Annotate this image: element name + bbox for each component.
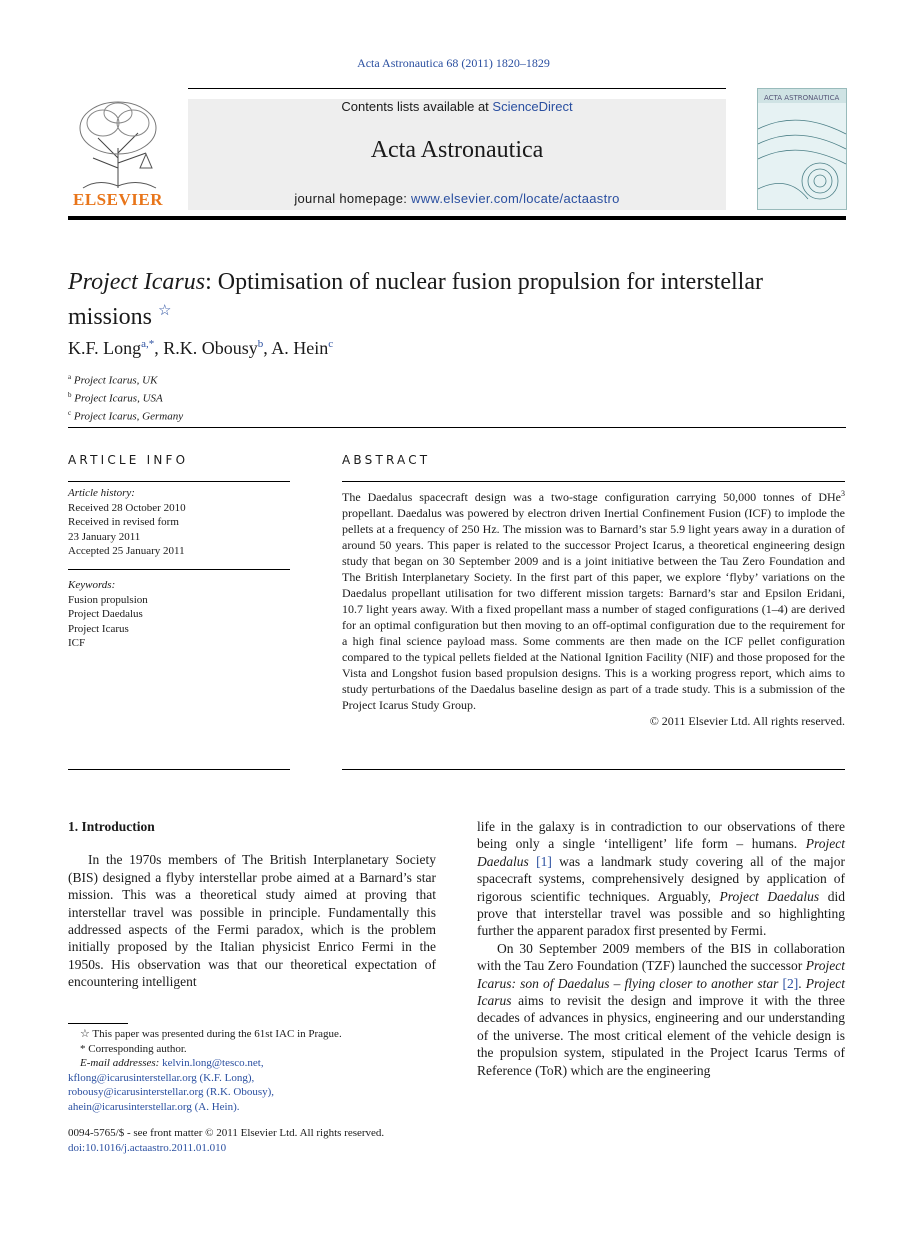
article-history bbox=[68, 486, 186, 559]
text-run: . bbox=[798, 975, 806, 991]
journal-name: Acta Astronautica bbox=[370, 137, 544, 163]
text-run: On 30 September 2009 members of the BIS in collaboration with the Tau Zero Foundation (TZF) launched the successor bbox=[477, 940, 845, 974]
email-line bbox=[68, 1056, 436, 1071]
email-link[interactable]: kelvin.long@tesco.net, bbox=[162, 1057, 264, 1069]
author-sep: , bbox=[263, 338, 272, 358]
copyright: © 2011 Elsevier Ltd. All rights reserved. bbox=[649, 714, 845, 728]
affiliation-sup: a bbox=[68, 373, 72, 381]
text-italic: Project Icarus bbox=[477, 975, 846, 1009]
abstract-part: The Daedalus spacecraft design was a two-stage configuration carrying 50,000 tonnes of DHe bbox=[342, 490, 841, 504]
text-italic: Project Daedalus bbox=[477, 836, 845, 869]
history-item: Received in revised form bbox=[68, 516, 179, 528]
title-rest: : Optimisation of nuclear fusion propulsion for interstellar missions bbox=[68, 269, 763, 330]
author-name: R.K. Obousy bbox=[163, 338, 258, 358]
text-run: aims to revisit the design and improve it with the three decades of advances in physics, engineering and our understanding of the universe. The most critical element of the vehicle design is the propulsion system, stipulated in the Project Icarus Terms of Reference (ToR) which are the engineering bbox=[477, 993, 845, 1078]
keyword: Fusion propulsion bbox=[68, 593, 148, 606]
keyword: Project Daedalus bbox=[68, 608, 143, 620]
text-run: did prove that interstellar travel was possible and so highlighting further the apparent paradox first presented by Fermi. bbox=[477, 888, 845, 939]
elsevier-wordmark: ELSEVIER bbox=[73, 190, 163, 209]
contents-line bbox=[188, 99, 726, 114]
issn-line: 0094-5765/$ - see front matter © 2011 Elsevier Ltd. All rights reserved. bbox=[68, 1127, 385, 1139]
title-italic: Project Icarus bbox=[68, 269, 206, 295]
section-heading: 1. Introduction bbox=[68, 819, 155, 834]
homepage-line bbox=[188, 191, 726, 206]
email-label: E-mail addresses: bbox=[80, 1057, 163, 1069]
cover-art-icon bbox=[758, 89, 846, 209]
affiliation-sup: c bbox=[68, 409, 72, 418]
email-link[interactable]: robousy@icarusinterstellar.org (R.K. Obousy), bbox=[68, 1086, 275, 1098]
body-paragraph bbox=[477, 940, 845, 1079]
title-rule bbox=[68, 427, 846, 428]
journal-reference[interactable]: Acta Astronautica 68 (2011) 1820–1829 bbox=[357, 56, 550, 70]
info-rule bbox=[68, 569, 290, 570]
history-label: Article history: bbox=[68, 487, 135, 499]
author-sup[interactable]: a,* bbox=[141, 338, 155, 350]
affiliation-sup: b bbox=[68, 391, 72, 400]
history-item: Received 28 October 2010 bbox=[68, 501, 186, 514]
abstract-rule bbox=[342, 481, 845, 482]
text-run: life in the galaxy is in contradiction to our observations of there being only a single ‘intelligent’ life form – humans. bbox=[477, 819, 845, 852]
keywords bbox=[68, 578, 148, 651]
affiliation bbox=[68, 406, 183, 424]
text-run: was a landmark study covering all of the major spacecraft systems, comprehensively designed by application of rigorous scientific techniques. Arguably, bbox=[477, 853, 845, 904]
author-sep: , bbox=[154, 338, 164, 358]
article-identifiers bbox=[68, 1126, 384, 1155]
abstract-sup: 3 bbox=[841, 489, 845, 498]
header-thick-rule bbox=[68, 216, 846, 220]
journal-cover-image bbox=[757, 88, 847, 210]
keyword: ICF bbox=[68, 637, 86, 649]
keyword: Project Icarus bbox=[68, 622, 129, 635]
journal-header-box bbox=[188, 99, 726, 210]
body-paragraph bbox=[477, 818, 845, 940]
article-info-label: ARTICLE INFO bbox=[68, 453, 189, 467]
header-top-rule bbox=[188, 88, 726, 89]
footnote-rule bbox=[68, 1023, 128, 1024]
author-sup[interactable]: c bbox=[328, 338, 334, 350]
elsevier-logo bbox=[68, 98, 168, 210]
email-link[interactable]: kflong@icarusinterstellar.org (K.F. Long), bbox=[68, 1071, 255, 1084]
contents-prefix: Contents lists available at bbox=[341, 99, 493, 114]
cover-title: ACTA ASTRONAUTICA bbox=[764, 94, 840, 102]
affiliation-text: Project Icarus, USA bbox=[74, 392, 163, 405]
abstract-rule bbox=[342, 769, 845, 770]
affiliation-text: Project Icarus, UK bbox=[73, 374, 158, 387]
sciencedirect-link[interactable]: ScienceDirect bbox=[492, 99, 573, 114]
info-rule bbox=[68, 769, 290, 770]
elsevier-tree-icon bbox=[68, 98, 168, 190]
citation-link[interactable]: [1] bbox=[536, 853, 552, 869]
author-name: A. Hein bbox=[271, 338, 329, 358]
text-italic: Project Icarus: son of Daedalus – flying closer to another star bbox=[477, 958, 845, 991]
info-rule bbox=[68, 481, 290, 482]
footnote: * Corresponding author. bbox=[80, 1042, 187, 1055]
author-name: K.F. Long bbox=[68, 338, 142, 358]
affiliation bbox=[68, 388, 183, 406]
title-footnote-star-icon[interactable]: ☆ bbox=[158, 303, 172, 319]
affiliation-text: Project Icarus, Germany bbox=[73, 410, 184, 423]
article-title bbox=[68, 268, 788, 332]
keywords-label: Keywords: bbox=[68, 579, 116, 591]
abstract-part: propellant. Daedalus was powered by electron driven Inertial Confinement Fusion (ICF) to implode the pellets at a frequency of 250 Hz. The mission was to Barnard’s star 5.9 light years away in a duration of around 50 years. This paper is related to the successor Project Icarus, a theoretical engineering design study that began on 30 September 2009 and is a joint initiative between the Tau Zero Foundation and The British Interplanetary Society. In the first part of this paper, we explore ‘flyby’ variations on the Daedalus propellant utilisation for two different mission targets: Barnard’s star and Epsilon Eridani, 10.7 light years away. With a fixed propellant mass a number of staged configurations (1–4) are derived for an optimal configuration but then moving to an off-optimal configuration due to the requirement for a high final science payload mass. Some comments are then made on the ICF pellet configuration compared to the typical pellets fielded at the National Ignition Facility (NIF) and those proposed for the Vista and Longshot fusion based propulsion designs. This is a working progress report, which aims to study perturbations of the Daedalus baseline design as part of a trade study. This is a submission of the Project Icarus Study Group. bbox=[342, 506, 845, 712]
body-column-left bbox=[68, 818, 436, 991]
citation-link[interactable]: [2] bbox=[782, 975, 799, 991]
abstract-text bbox=[342, 486, 845, 729]
history-item: Accepted 25 January 2011 bbox=[68, 545, 185, 557]
text-italic: Project Daedalus bbox=[719, 888, 820, 904]
body-column-right bbox=[477, 818, 845, 1079]
body-paragraph: In the 1970s members of The British Interplanetary Society (BIS) designed a flyby interstellar probe aimed at a Barnard’s star mission. This was a theoretical study aimed at proving that interstellar travel was possible in principle. Fundamentally this addressed aspects of the Fermi paradox, which is the problem initially proposed by the Italian physicist Enrico Fermi in the 1950s. His observation was that our theoretical expectation of encountering intelligent bbox=[68, 852, 436, 990]
author-list bbox=[68, 338, 333, 359]
email-link[interactable]: ahein@icarusinterstellar.org (A. Hein). bbox=[68, 1100, 240, 1113]
doi-link[interactable]: doi:10.1016/j.actaastro.2011.01.010 bbox=[68, 1141, 227, 1154]
footnotes bbox=[68, 1027, 436, 1114]
footnote: ☆ This paper was presented during the 61st IAC in Prague. bbox=[80, 1028, 342, 1040]
abstract-label: ABSTRACT bbox=[342, 453, 431, 467]
author-sup[interactable]: b bbox=[257, 338, 264, 350]
affiliations bbox=[68, 370, 183, 424]
homepage-prefix: journal homepage: bbox=[294, 191, 412, 206]
affiliation bbox=[68, 370, 183, 388]
history-item: 23 January 2011 bbox=[68, 530, 141, 543]
homepage-link[interactable]: www.elsevier.com/locate/actaastro bbox=[411, 191, 620, 206]
